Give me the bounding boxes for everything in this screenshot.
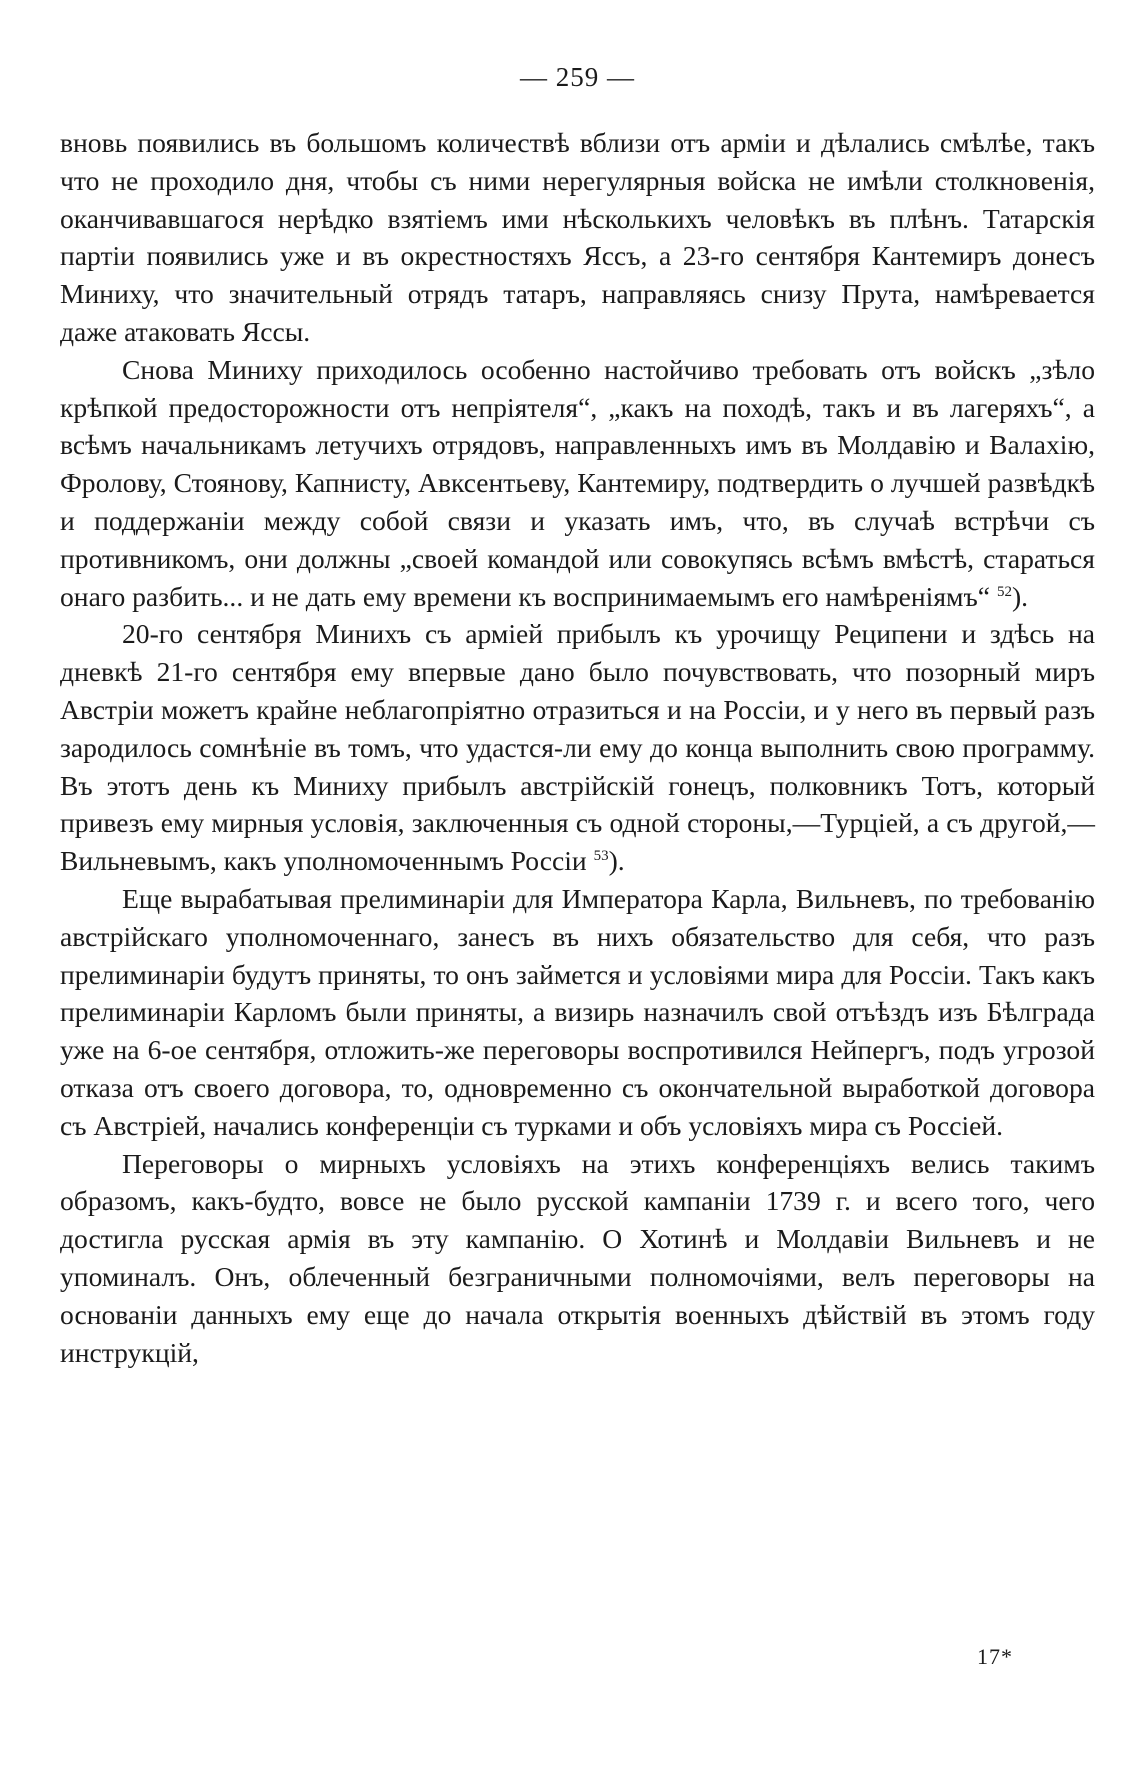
paragraph-2-tail: ).: [1011, 580, 1029, 612]
paragraph-1-text: вновь появились въ большомъ количествѣ вблизи отъ арміи и дѣлались смѣлѣе, такъ что не проходило дня, чтобы съ ними нерегулярныя войска не имѣли столкновенія, оканчивавшагося нерѣдко взятіемъ ими нѣсколькихъ человѣкъ въ плѣнъ. Татарскія партіи появились уже и въ окрестностяхъ Яссъ, а 23-го сентября Кантемиръ донесъ Миниху, что значительный отрядъ татаръ, направляясь снизу Прута, намѣревается даже атаковать Яссы.: [60, 127, 1095, 347]
paragraph-3-text: 20-го сентября Минихъ съ арміей прибылъ къ урочищу Реципени и здѣсь на дневкѣ 21-го сентября ему впервые дано было почувствовать, что позорный миръ Австріи можетъ крайне неблагопріятно отразиться и на Россіи, и у него въ первый разъ зародилось сомнѣніе въ томъ, что удастся-ли ему до конца выполнить свою программу. Въ этотъ день къ Миниху прибылъ австрійскій гонецъ, полковникъ Тотъ, который привезъ ему мирныя условія, заключенныя съ одной стороны,—Турціей, а съ другой,—Вильневымъ, какъ уполномоченнымъ Россіи: [60, 618, 1095, 877]
paragraph-5-text: Переговоры о мирныхъ условіяхъ на этихъ конференціяхъ велись такимъ образомъ, какъ-будто, вовсе не было русской кампаніи 1739 г. и всего того, чего достигла русская армія въ эту кампанію. О Хотинѣ и Молдавіи Вильневъ и не упоминалъ. Онъ, облеченный безграничными полномочіями, велъ переговоры на основаніи данныхъ ему еще до начала открытія военныхъ дѣйствій въ этомъ году инструкцій,: [60, 1147, 1095, 1368]
paragraph-4: [60, 880, 1095, 1145]
footnote-ref-53: 53: [593, 847, 609, 864]
paragraph-1: [60, 124, 1095, 351]
page-number: — 259 —: [520, 62, 635, 92]
paragraph-4-text: Еще вырабатывая прелиминаріи для Императора Карла, Вильневъ, по требованію австрійскаго уполномоченнаго, занесъ въ нихъ обязательство для себя, что разъ прелиминаріи будутъ приняты, то онъ займется и условіями мира для Россіи. Такъ какъ прелиминаріи Карломъ были приняты, а визирь назначилъ свой отъѣздъ изъ Бѣлграда уже на 6-ое сентября, отложить-же переговоры воспротивился Нейпергъ, подъ угрозой отказа отъ своего договора, то, одновременно съ окончательной выработкой договора съ Австріей, начались конференціи съ турками и объ условіяхъ мира съ Россіей.: [60, 882, 1095, 1141]
paragraph-5: [60, 1145, 1095, 1372]
paragraph-2-text: Снова Миниху приходилось особенно настойчиво требовать отъ войскъ „зѣло крѣпкой предосторожности отъ непріятеля“, „какъ на походѣ, такъ и въ лагеряхъ“, а всѣмъ начальникамъ летучихъ отрядовъ, направленныхъ имъ въ Молдавію и Валахію, Фролову, Стоянову, Капнисту, Авксентьеву, Кантемиру, подтвердить о лучшей развѣдкѣ и поддержаніи между собой связи и указать имъ, что, въ случаѣ встрѣчи съ противникомъ, они должны „своей командой или совокупясь всѣмъ вмѣстѣ, стараться онаго разбить... и не дать ему времени къ воспринимаемымъ его намѣреніямъ“: [60, 353, 1095, 612]
document-page: [60, 62, 1095, 1762]
paragraph-2: [60, 351, 1095, 616]
signature-mark: 17*: [977, 1644, 1013, 1669]
footnote-ref-52: 52: [996, 583, 1012, 600]
paragraph-3: [60, 615, 1095, 880]
paragraph-3-tail: ).: [608, 845, 625, 877]
